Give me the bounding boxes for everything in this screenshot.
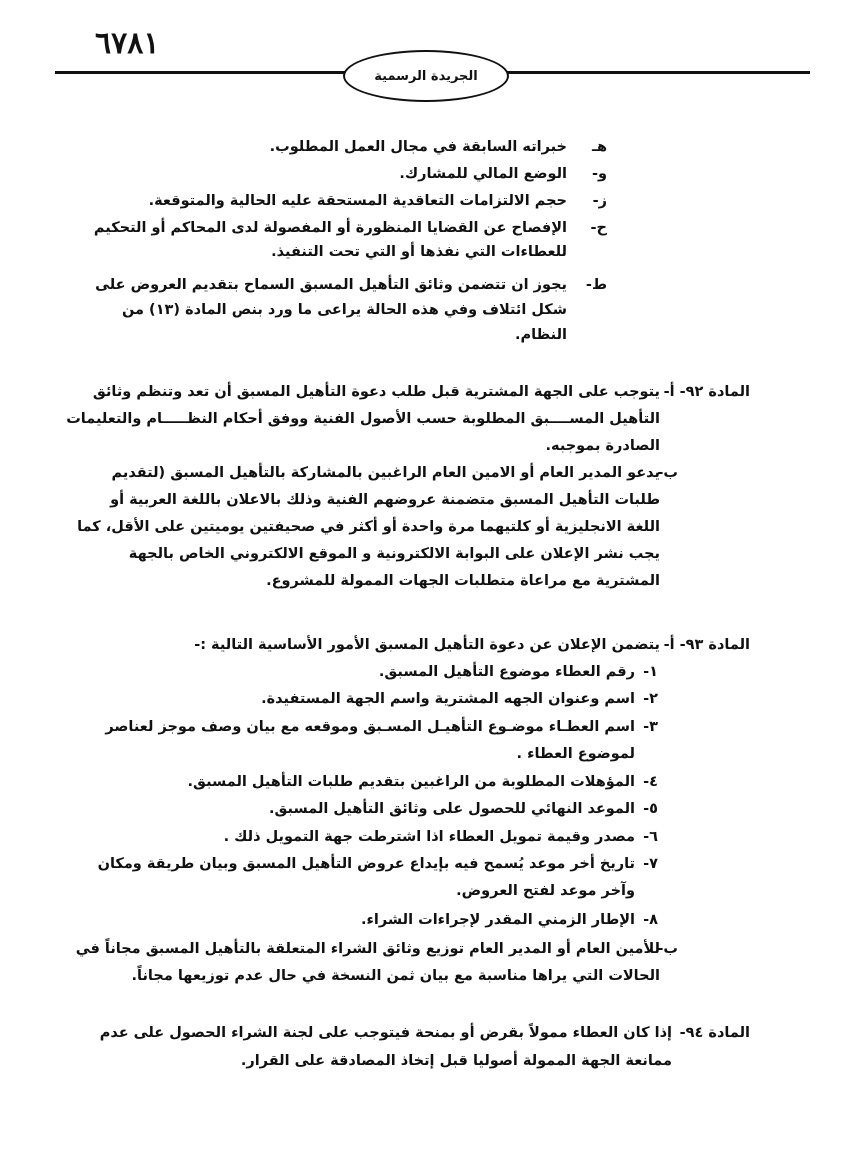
article-line: المشترية مع مراعاة متطلبات الجهات الممولة للمشروع. — [266, 573, 660, 589]
page-number: ٦٧٨١ — [95, 26, 160, 61]
list-marker: و- — [591, 166, 607, 182]
list-item-line: خبراته السابقة في مجال العمل المطلوب. — [269, 139, 567, 155]
article-line: الحالات التي يراها مناسبة مع بيان ثمن النسخة في حال عدم توزيعها مجاناً. — [131, 968, 660, 984]
list-marker: ٧- — [643, 856, 658, 872]
list-item-line: اسم وعنوان الجهه المشترية واسم الجهة المستفيدة. — [261, 691, 635, 707]
list-item-line: الموعد النهائي للحصول على وثائق التأهيل المسبق. — [268, 801, 635, 817]
clause-marker: ب- — [657, 465, 678, 481]
article-line: الصادرة بموجبه. — [545, 438, 660, 454]
list-marker: ز- — [592, 193, 607, 209]
list-marker: ٦- — [643, 829, 658, 845]
list-item-line: اسم العطـاء موضـوع التأهيـل المسـبق وموقعه مع بيان وصف موجز لعناصر — [105, 719, 635, 735]
gazette-title: الجريدة الرسمية — [374, 68, 478, 84]
article-line: يدعو المدير العام أو الامين العام الراغبين بالمشاركة بالتأهيل المسبق (لتقديم — [111, 465, 660, 481]
article-line: يتوجب على الجهة المشترية قبل طلب دعوة التأهيل المسبق أن تعد وتنظم وثائق — [92, 384, 660, 400]
list-marker: ٢- — [643, 691, 658, 707]
list-marker: ٣- — [643, 719, 658, 735]
list-item-line: رقم العطاء موضوع التأهيل المسبق. — [378, 664, 635, 680]
list-item-line: شكل ائتلاف وفي هذه الحالة يراعى ما ورد بنص المادة (١٣) من — [121, 302, 567, 318]
article-line: للأمين العام أو المدير العام توزيع وثائق الشراء المتعلقة بالتأهيل المسبق مجاناً في — [75, 941, 660, 957]
list-marker: هـ — [591, 139, 607, 155]
list-item-line: الإفصاح عن القضايا المنظورة أو المفصولة لدى المحاكم أو التحكيم — [93, 220, 567, 236]
list-item-line: يجوز ان تتضمن وثائق التأهيل المسبق السماح بتقديم العروض على — [95, 277, 567, 293]
article-line: اللغة الانجليزية أو كلتيهما مرة واحدة أو أكثر في صحيفتين يوميتين على الأقل، كما — [77, 519, 660, 535]
clause-marker: ب- — [657, 941, 678, 957]
article-line: طلبات التأهيل المسبق متضمنة عروضهم الفنية وذلك بالاعلان باللغة العربية أو — [110, 492, 660, 508]
article-line: التأهيل المســــبق المطلوبة حسب الأصول الفنية ووفق أحكام النظـــــام والتعليمات — [66, 411, 660, 427]
list-marker: ٤- — [643, 774, 658, 790]
list-item-line: وآخر موعد لفتح العروض. — [456, 883, 635, 899]
list-item-line: الإطار الزمني المقدر لإجراءات الشراء. — [361, 912, 635, 928]
list-marker: ط- — [585, 277, 607, 293]
list-item-line: مصدر وقيمة تمويل العطاء اذا اشترطت جهة التمويل ذلك . — [223, 829, 635, 845]
article-line: يجب نشر الإعلان على البوابة الالكترونية و الموقع الالكتروني الخاص بالجهة — [128, 546, 660, 562]
list-item-line: المؤهلات المطلوبة من الراغبين بتقديم طلبات التأهيل المسبق. — [187, 774, 635, 790]
article-label: المادة ٩٤- — [679, 1025, 750, 1041]
list-marker: ٥- — [643, 801, 658, 817]
list-item-line: حجم الالتزامات التعاقدية المستحقة عليه الحالية والمتوقعة. — [148, 193, 567, 209]
gazette-title-oval — [343, 50, 509, 102]
article-line: ممانعة الجهة الممولة أصوليا قبل إتخاذ المصادقة على القرار. — [240, 1053, 672, 1069]
list-marker: ١- — [643, 664, 658, 680]
list-item-line: النظام. — [514, 327, 567, 343]
article-label: المادة ٩٢- أ- — [663, 384, 750, 400]
list-item-line: لموضوع العطاء . — [516, 746, 635, 762]
list-marker: ٨- — [643, 912, 658, 928]
article-line: إذا كان العطاء ممولاً بقرض أو بمنحة فيتوجب على لجنة الشراء الحصول على عدم — [99, 1025, 672, 1041]
list-item-line: للعطاءات التي نفذها أو التي تحت التنفيذ. — [271, 244, 567, 260]
list-marker: ح- — [590, 220, 607, 236]
article-label: المادة ٩٣- أ- — [663, 637, 750, 653]
list-item-line: تاريخ أخر موعد يُسمح فيه بإيداع عروض التأهيل المسبق وبيان طريقة ومكان — [97, 856, 635, 872]
article-line: يتضمن الإعلان عن دعوة التأهيل المسبق الأمور الأساسية التالية :- — [194, 637, 660, 653]
list-item-line: الوضع المالي للمشارك. — [399, 166, 567, 182]
